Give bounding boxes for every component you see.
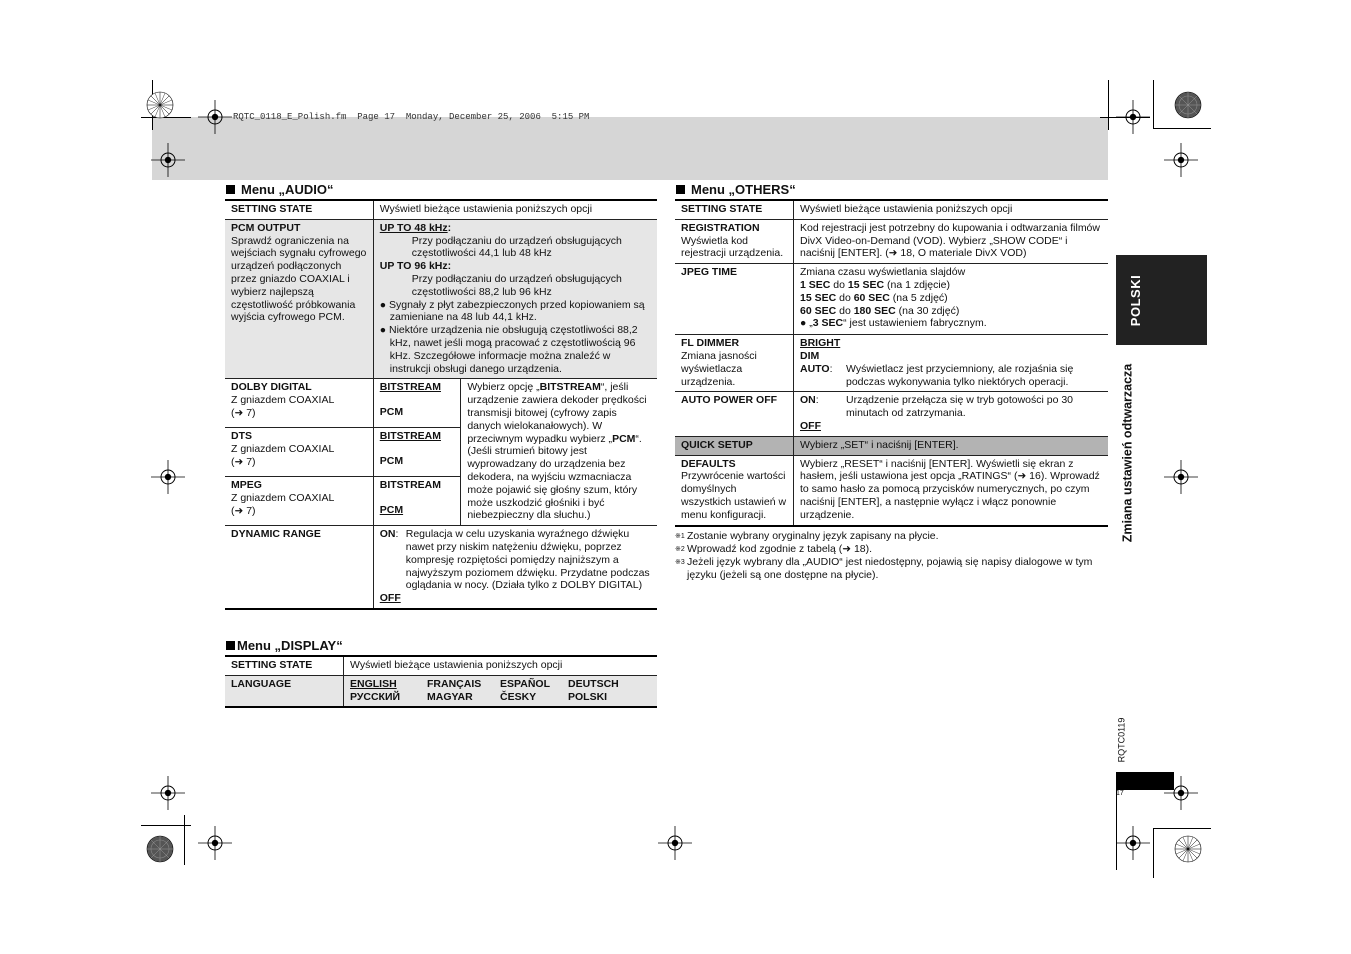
mpeg-row: MPEG Z gniazdem COAXIAL (➜ 7) BITSTREAM PCM bbox=[225, 477, 657, 526]
dolby-digital-key: DOLBY DIGITAL bbox=[231, 381, 312, 394]
language-option: РУССКИЙ bbox=[350, 690, 401, 703]
pcm-option-96-text: Przy podłączaniu do urządzeń obsługujących częstotliwości 88,2 lub 96 kHz bbox=[411, 272, 622, 298]
language-option: DEUTSCH bbox=[568, 677, 619, 690]
language-option: MAGYAR bbox=[427, 690, 473, 703]
pcm-option-48-text: Przy podłączaniu do urządzeń obsługujących częstotliwości 44,1 lub 48 kHz bbox=[411, 234, 622, 260]
jpeg-time-note: ● „3 SEC“ jest ustawieniem fabrycznym. bbox=[800, 317, 987, 330]
jpeg-time-key: JPEG TIME bbox=[675, 264, 794, 335]
quick-setup-row bbox=[675, 436, 1108, 455]
pcm-output-row: PCM OUTPUT Sprawdź ograniczenia na wejściach sygnału cyfrowego urządzeń podłączonych przez gniazdo COAXIAL i wybierz najlepszą częstotliwość próbkowania wyjścia cyfrowego PCM. UP TO 48 kHz: Przy podłączaniu do urządzeń obsługujących częstotliwości 44,1 lub 48 kHz UP TO 96 kHz: Przy podłączaniu do urządzeń obsługujących częstotliwości 88,2 lub 96 kHz ● Sygnały z płyt zabezpieczonych przed kopiowaniem są zamieniane na 48 lub 44,1 kHz. ● Niektóre urządzenia nie obsługują częstotliwości 88,2 kHz, nawet jeśli mogą pracować z częstotliwością 96 kHz. Szczegółowe informacje można znaleźć w instrukcji obsługi danego urządzenia. bbox=[225, 219, 657, 379]
fl-dimmer-auto-text: Wyświetlacz jest przyciemniony, ale rozjaśnia się podczas wykonywania tylko niektórych operacji. bbox=[846, 362, 1074, 388]
others-menu-title: Menu „OTHERS“ bbox=[676, 182, 796, 197]
jpeg-time-option: 1 SEC do 15 SEC (na 1 zdjęcie) bbox=[800, 278, 951, 291]
others-table bbox=[675, 199, 1108, 527]
registration-text: Kod rejestracji jest potrzebny do kupowania i odtwarzania filmów DivX Video-on-Demand (VOD). Wybierz „SHOW CODE“ i naciśnij [ENTER]. (➜ 18, O materiale DivX VOD) bbox=[794, 219, 1109, 263]
footnotes bbox=[675, 530, 1105, 582]
audio-table bbox=[225, 199, 657, 610]
polski-tab-label: POLSKI bbox=[1128, 274, 1144, 326]
dynamic-range-key: DYNAMIC RANGE bbox=[225, 526, 373, 609]
dynamic-range-off-option: OFF bbox=[379, 592, 401, 605]
pcm-output-key: PCM OUTPUT bbox=[231, 221, 301, 234]
section-side-label: Zmiana ustawień odtwarzacza bbox=[1120, 363, 1134, 542]
fl-dimmer-bright-option: BRIGHT bbox=[800, 337, 841, 350]
dynamic-range-on-text: Regulacja w celu uzyskania wyraźnego dźwięku nawet przy niskim natężeniu dźwięku, poprzez kompresję rozpiętości pomiędzy najniższym a najwyższym poziomem dźwięku. Przydatne podczas oglądania w nocy. (Działa tylko z DOLBY DIGITAL) bbox=[405, 528, 650, 592]
auto-power-off-on-text: Urządzenie przełącza się w tryb gotowości po 30 minutach od zatrzymania. bbox=[846, 394, 1074, 420]
display-setting-state-value: Wyświetl bieżące ustawienia poniższych opcji bbox=[344, 656, 658, 675]
display-setting-state-key: SETTING STATE bbox=[225, 656, 344, 675]
quick-setup-text: Wybierz „SET“ i naciśnij [ENTER]. bbox=[794, 436, 1109, 455]
dts-key: DTS bbox=[231, 430, 252, 443]
dynamic-range-row: DYNAMIC RANGE ON: Regulacja w celu uzyskania wyraźnego dźwięku nawet przy niskim natężeniu dźwięku, poprzez kompresję rozpiętości pomiędzy najniższym a najwyższym poziomem dźwięku. Przydatne podczas oglądania w nocy. (Działa tylko z DOLBY DIGITAL) OFF bbox=[225, 526, 657, 609]
language-option: POLSKI bbox=[568, 690, 608, 703]
defaults-row: DEFAULTS Przywrócenie wartości domyślnych wszystkich ustawień w menu konfiguracji. Wybierz „RESET“ i naciśnij [ENTER]. Wyświetli się ekran z hasłem, jeśli ustawiona jest opcja „RATINGS“ (➜ 16). Wprowadź to samo hasło za pomocą przycisków numerycznych, po czym naciśnij [ENTER], a następnie wyłącz i włącz ponownie urządzenie. bbox=[675, 455, 1108, 525]
registration-key: REGISTRATION bbox=[681, 221, 760, 234]
language-option: ESPAÑOL bbox=[500, 677, 550, 690]
footnote: ※2 Wprowadź kod zgodnie z tabelą (➜ 18). bbox=[675, 543, 873, 555]
footnote: ※3 Jeżeli język wybrany dla „AUDIO“ jest niedostępny, pojawią się napisy dialogowe w tym języku (jeżeli są one dostępne na płycie). bbox=[675, 556, 1093, 581]
language-option: ČESKY bbox=[500, 690, 537, 703]
mpeg-bitstream-option: BITSTREAM bbox=[379, 479, 441, 492]
dts-pcm-option: PCM bbox=[379, 455, 404, 468]
dolby-bitstream-option: BITSTREAM bbox=[379, 381, 441, 394]
mpeg-pcm-option: PCM bbox=[379, 504, 404, 516]
defaults-key: DEFAULTS bbox=[681, 457, 736, 470]
dolby-pcm-option: PCM bbox=[379, 406, 404, 419]
fl-dimmer-dim-option: DIM bbox=[800, 349, 820, 362]
pcm-note-1: ● Sygnały z płyt zabezpieczonych przed kopiowaniem są zamieniane na 48 lub 44,1 kHz. bbox=[379, 298, 645, 324]
others-setting-state-value: Wyświetl bieżące ustawienia poniższych opcji bbox=[794, 200, 1109, 219]
setting-state-key: SETTING STATE bbox=[225, 200, 373, 219]
file-header: RQTC_0118_E_Polish.fm Page 17 Monday, December 25, 2006 5:15 PM bbox=[233, 112, 590, 122]
defaults-text: Wybierz „RESET“ i naciśnij [ENTER]. Wyświetli się ekran z hasłem, jeśli ustawiona jest opcja „RATINGS“ (➜ 16). Wprowadź to samo hasło za pomocą przycisków numerycznych, po czym naciśnij [ENTER], a następnie wyłącz i włącz ponownie urządzenie. bbox=[794, 455, 1109, 525]
pcm-output-desc: Sprawdź ograniczenia na wejściach sygnału cyfrowego urządzeń podłączonych przez gniazdo COAXIAL i wybierz najlepszą częstotliwość próbkowania wyjścia cyfrowego PCM. bbox=[231, 234, 367, 324]
dts-row: DTS Z gniazdem COAXIAL (➜ 7) BITSTREAM PCM bbox=[225, 428, 657, 477]
fl-dimmer-row: FL DIMMER Zmiana jasności wyświetlacza urządzenia. BRIGHT DIM AUTO: Wyświetlacz jest przyciemniony, ale rozjaśnia się podczas wykonywania tylko niektórych operacji. bbox=[675, 335, 1108, 392]
bitstream-note: Wybierz opcję „BITSTREAM“, jeśli urządzenie zawiera dekoder prędkości transmisji bitowej (cyfrowy zapis danych wielokanałowych). W przeciwnym wypadku wybierz „PCM“. (Jeśli strumień bitowy jest wyprowadzany do urządzenia bez dekodera, na wyjściu wzmacniacza może pojawić się głośny szum, który może uszkodzić głośniki i być niebezpieczny dla słuchu.) bbox=[461, 379, 657, 526]
dolby-digital-row: DOLBY DIGITAL Z gniazdem COAXIAL (➜ 7) BITSTREAM PCM Wybierz opcję „BITSTREAM“, jeśli urządzenie zawiera dekoder prędkości transmisji bitowej (cyfrowy zapis danych wielokanałowych). W przeciwnym wypadku wybierz „PCM“. (Jeśli strumień bitowy jest wyprowadzany do urządzenia bez dekodera, na wyjściu wzmacniacza może pojawić się głośny szum, który może uszkodzić głośniki i być niebezpieczny dla słuchu.) bbox=[225, 379, 657, 428]
page-number-box bbox=[1116, 772, 1174, 790]
page-number: 17 bbox=[1116, 790, 1124, 797]
fl-dimmer-key: FL DIMMER bbox=[681, 337, 740, 350]
language-key: LANGUAGE bbox=[225, 675, 344, 707]
dts-bitstream-option: BITSTREAM bbox=[379, 430, 441, 443]
pcm-note-2: ● Niektóre urządzenia nie obsługują częstotliwości 88,2 kHz, nawet jeśli mogą pracować z częstotliwością 96 kHz. Szczegółowe informacje można znaleźć w instrukcji obsługi danego urządzenia. bbox=[379, 324, 638, 375]
jpeg-time-option: 15 SEC do 60 SEC (na 5 zdjęć) bbox=[800, 291, 948, 304]
setting-state-value: Wyświetl bieżące ustawienia poniższych opcji bbox=[373, 200, 657, 219]
auto-power-off-key: AUTO POWER OFF bbox=[675, 392, 794, 436]
registration-row: REGISTRATION Wyświetla kod rejestracji urządzenia. Kod rejestracji jest potrzebny do kupowania i odtwarzania filmów DivX Video-on-Demand (VOD). Wybierz „SHOW CODE“ i naciśnij [ENTER]. (➜ 18, O materiale DivX VOD) bbox=[675, 219, 1108, 263]
language-option: ENGLISH bbox=[350, 677, 397, 690]
audio-menu-title: Menu „AUDIO“ bbox=[226, 182, 333, 197]
display-menu-title: Menu „DISPLAY“ bbox=[226, 638, 343, 653]
language-row bbox=[225, 675, 657, 707]
mpeg-key: MPEG bbox=[231, 479, 262, 492]
pcm-option-48: UP TO 48 kHz bbox=[379, 221, 448, 234]
jpeg-time-row: JPEG TIME Zmiana czasu wyświetlania slajdów 1 SEC do 15 SEC (na 1 zdjęcie) 15 SEC do 60 SEC (na 5 zdjęć) 60 SEC do 180 SEC (na 30 zdjęć) ● „3 SEC“ jest ustawieniem fabrycznym. bbox=[675, 264, 1108, 335]
jpeg-time-option: 60 SEC do 180 SEC (na 30 zdjęć) bbox=[800, 304, 960, 317]
language-option: FRANÇAIS bbox=[427, 677, 482, 690]
document-code: RQTC0119 bbox=[1116, 717, 1127, 763]
quick-setup-key: QUICK SETUP bbox=[675, 436, 794, 455]
display-table bbox=[225, 655, 657, 708]
auto-power-off-off-option: OFF bbox=[800, 419, 821, 432]
footnote: ※1 Zostanie wybrany oryginalny język zapisany na płycie. bbox=[675, 530, 939, 542]
auto-power-off-row: AUTO POWER OFF ON: Urządzenie przełącza się w tryb gotowości po 30 minutach od zatrzymania. OFF bbox=[675, 392, 1108, 436]
others-setting-state-key: SETTING STATE bbox=[675, 200, 794, 219]
pcm-option-96: UP TO 96 kHz: bbox=[379, 260, 452, 273]
